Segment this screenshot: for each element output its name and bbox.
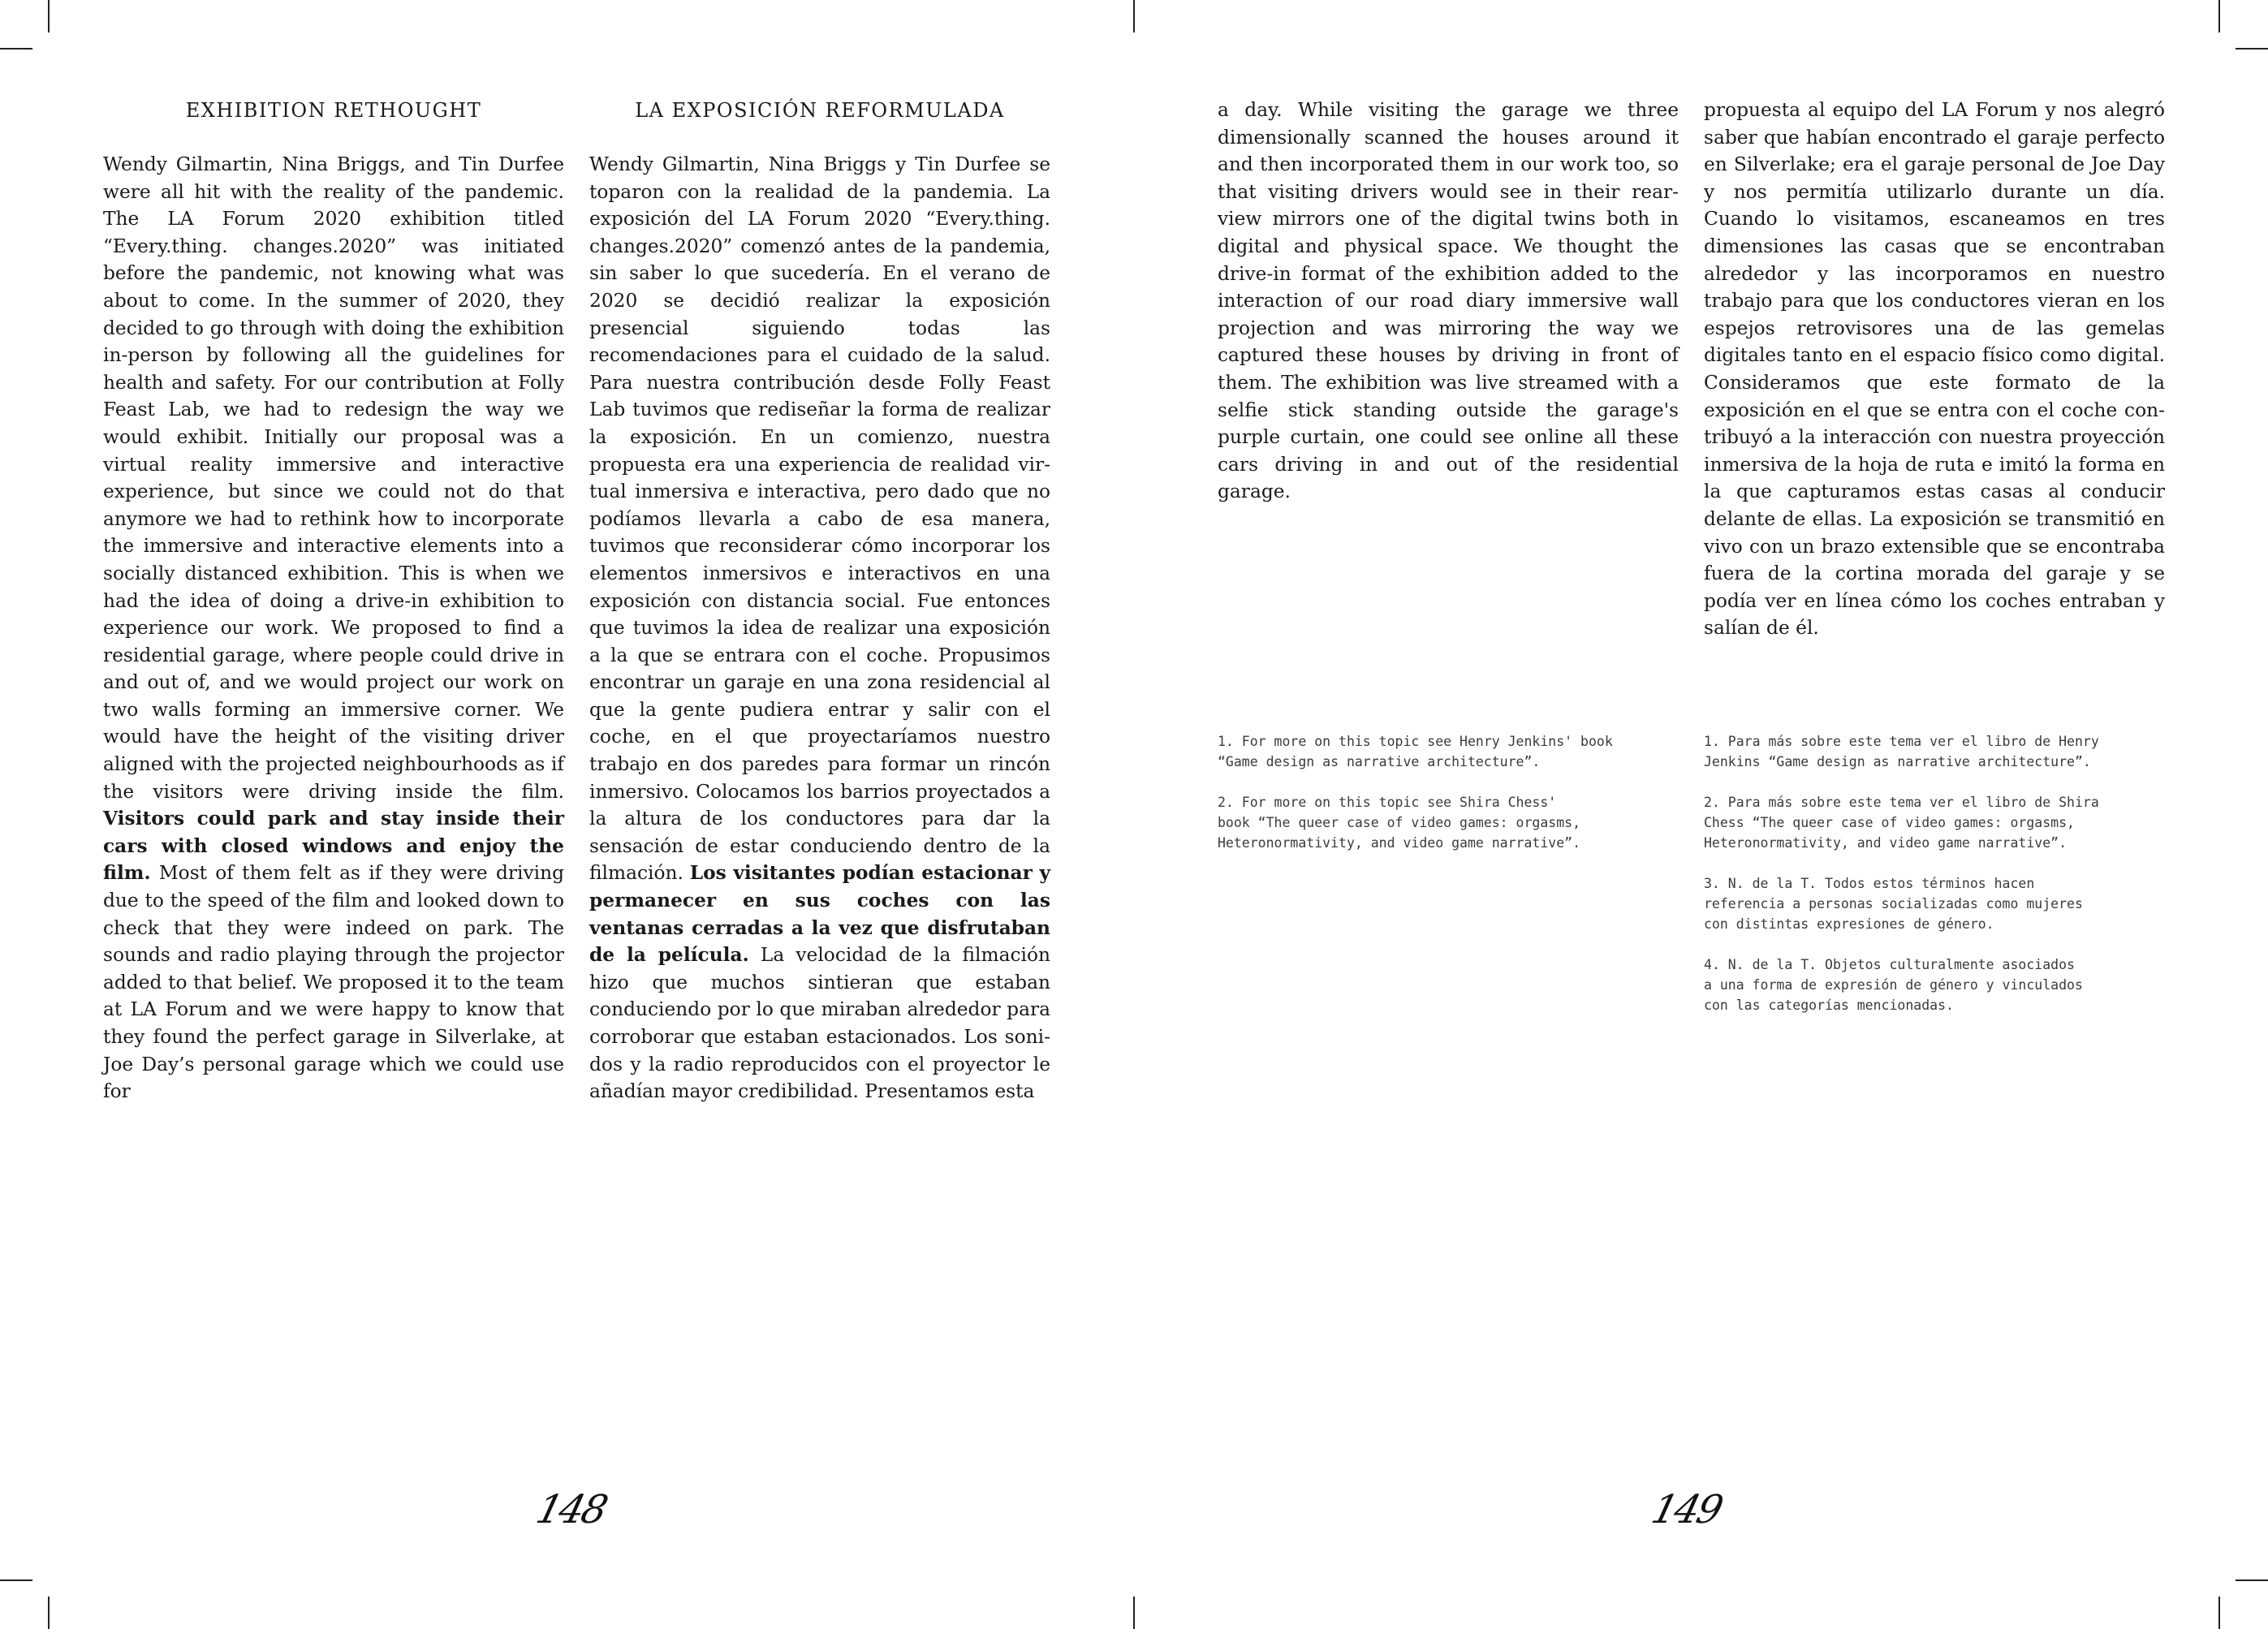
crop-mark [0, 48, 32, 50]
english-text-continued: Most of them felt as if they were driving due to the speed of the film and looked down to check that they were indeed on park. The sounds and radio playing through the projector added to that belief. We proposed it to the team at LA Forum and we were happy to know that they found the perfect garage in Silverlake, at Joe Day’s personal garage which we could use for [103, 862, 564, 1103]
english-paragraph [103, 151, 564, 1105]
spanish-column-1 [589, 151, 1050, 1105]
crop-mark [48, 1597, 50, 1629]
footnote: 2. For more on this topic see Shira Chess' book “The queer case of video games: orgasms, Heteronormativity, and video game narrative”. [1218, 795, 1581, 851]
crop-mark [0, 1579, 32, 1581]
footnote: 4. N. de la T. Objetos culturalmente asociados a una forma de expresión de género y vinculados con las categorías mencionadas. [1704, 957, 2083, 1013]
english-paragraph-continued: a day. While visiting the garage we three dimensionally scanned the houses around it and then incorporated them in our work too, so that visiting drivers would see in their rear-view mirrors one of the digital twins both in digital and physical space. We thought the drive-in format of the exhibition added to the interaction of our road diary immersive wall projection and was mirroring the way we captured these houses by driving in front of them. The exhibition was live streamed with a selfie stick standing outside the garage's purple curtain, one could see online all these cars driving in and out of the residential garage. [1218, 99, 1679, 503]
footnote: 2. Para más sobre este tema ver el libro de Shira Chess “The queer case of video games: orgasms, Heteronormativity, and video game narrative”. [1704, 795, 2099, 851]
crop-mark [1133, 1597, 1135, 1629]
crop-mark [2218, 1597, 2220, 1629]
heading-spanish: LA EXPOSICIÓN REFORMULADA [635, 99, 1005, 122]
footnote: 3. N. de la T. Todos estos términos hacen referencia a personas socializadas como mujeres con distintas expresiones de género. [1704, 876, 2083, 932]
heading-english: EXHIBITION RETHOUGHT [185, 99, 482, 122]
footnotes-english [1218, 731, 1656, 873]
crop-mark [2218, 0, 2220, 32]
footnote: 1. For more on this topic see Henry Jenkins' book “Game design as narrative architecture”. [1218, 734, 1613, 769]
page-number-right: 149 [1647, 1487, 1726, 1532]
footnotes-spanish [1704, 731, 2142, 1036]
english-bold-text: Visitors could park and stay inside their cars with closed windows and enjoy the film. [103, 808, 564, 885]
footnote: 1. Para más sobre este tema ver el libro de Henry Jenkins “Game design as narrative architecture”. [1704, 734, 2099, 769]
spanish-paragraph [589, 151, 1050, 1105]
spanish-paragraph-continued: propuesta al equipo del LA Forum y nos alegró saber que habían encontrado el garaje perfecto en Silverlake; era el garaje personal de Joe Day y nos permitía utilizarlo durante un día. Cuando lo visitamos, escaneamos en tres dimensiones las casas que se encontraban alrededor y las incorporamos en nuestro trabajo para que los conductores vieran en los espejos retrovisores una de las gemelas digitales tanto en el espacio físico como digital. Consideramos que este formato de la exposición en el que se entra con el coche contribuyó a la interacción con nuestra proyección inmersiva de la hoja de ruta e imitó la forma en la que capturamos estas casas al conducir delante de ellas. La exposición se transmitió en vivo con un brazo extensible que se encontraba fuera de la cortina morada del garaje y se podía ver en línea cómo los coches entraban y salían de él. [1704, 99, 2165, 640]
spanish-text-continued: La velocidad de la filmación hizo que muchos sintieran que estaban conduciendo por lo que miraban alrededor para corroborar que estaban estacionados. Los sonidos y la radio reproducidos con el proyector le añadían mayor credibilidad. Presentamos esta [589, 944, 1050, 1103]
crop-mark [2236, 1579, 2268, 1581]
crop-mark [1133, 0, 1135, 32]
crop-mark [48, 0, 50, 32]
english-text: Wendy Gilmartin, Nina Briggs, and Tin Durfee were all hit with the reality of the pandemic. The LA Forum 2020 exhibition titled “Every.thing. changes.2020” was initiated before the pandemic, not knowing what was about to come. In the summer of 2020, they decided to go through with doing the exhibition in-person by following all the guidelines for health and safety. For our contribution at Folly Feast Lab, we had to redesign the way we would exhibit. Initially our proposal was a virtual reality immersive and interactive experience, but since we could not do that anymore we had to rethink how to incorporate the immersive and interactive elements into a socially distanced exhibition. This is when we had the idea of doing a drive-in exhibition to experience our work. We proposed to find a residential garage, where people could drive in and out of, and we would project our work on two walls forming an immersive corner. We would have the height of the visiting driver aligned with the projected neighbourhoods as if the visitors were driving inside the film. [103, 153, 564, 803]
spanish-column-2 [1704, 97, 2165, 642]
spanish-bold-text: Los visitantes podían estacionar y permanecer en sus coches con las ventanas cerradas a la vez que disfrutaban de la película. [589, 862, 1051, 967]
english-column-2 [1218, 97, 1679, 506]
english-column-1 [103, 151, 564, 1105]
spanish-text: Wendy Gilmartin, Nina Briggs y Tin Durfee se toparon con la realidad de la pandemia. La exposición del LA Forum 2020 “Every.thing. changes.2020” comenzó antes de la pandemia, sin saber lo que sucedería. En el verano de 2020 se decidió realizar la exposición presencial siguiendo todas las recomendaciones para el cuidado de la salud. Para nuestra contribución desde Folly Feast Lab tuvimos que rediseñar la forma de realizar la exposición. En un comienzo, nuestra propuesta era una experiencia de realidad virtual inmersiva e interactiva, pero dado que no podíamos llevarla a cabo de esa manera, tuvimos que reconsiderar cómo incorporar los elementos inmersivos e interactivos en una exposición con distancia social. Fue entonces que tuvimos la idea de realizar una exposición a la que se entrara con el coche. Propusimos encontrar un garaje en una zona residencial al que la gente pudiera entrar y salir con el coche, en el que proyectaríamos nuestro trabajo en dos paredes para formar un rincón inmersivo. Colocamos los barrios proyectados a la altura de los conductores para dar la sensación de estar conduciendo dentro de la filmación. [589, 153, 1050, 885]
crop-mark [2236, 48, 2268, 50]
page-number-left: 148 [532, 1487, 610, 1532]
